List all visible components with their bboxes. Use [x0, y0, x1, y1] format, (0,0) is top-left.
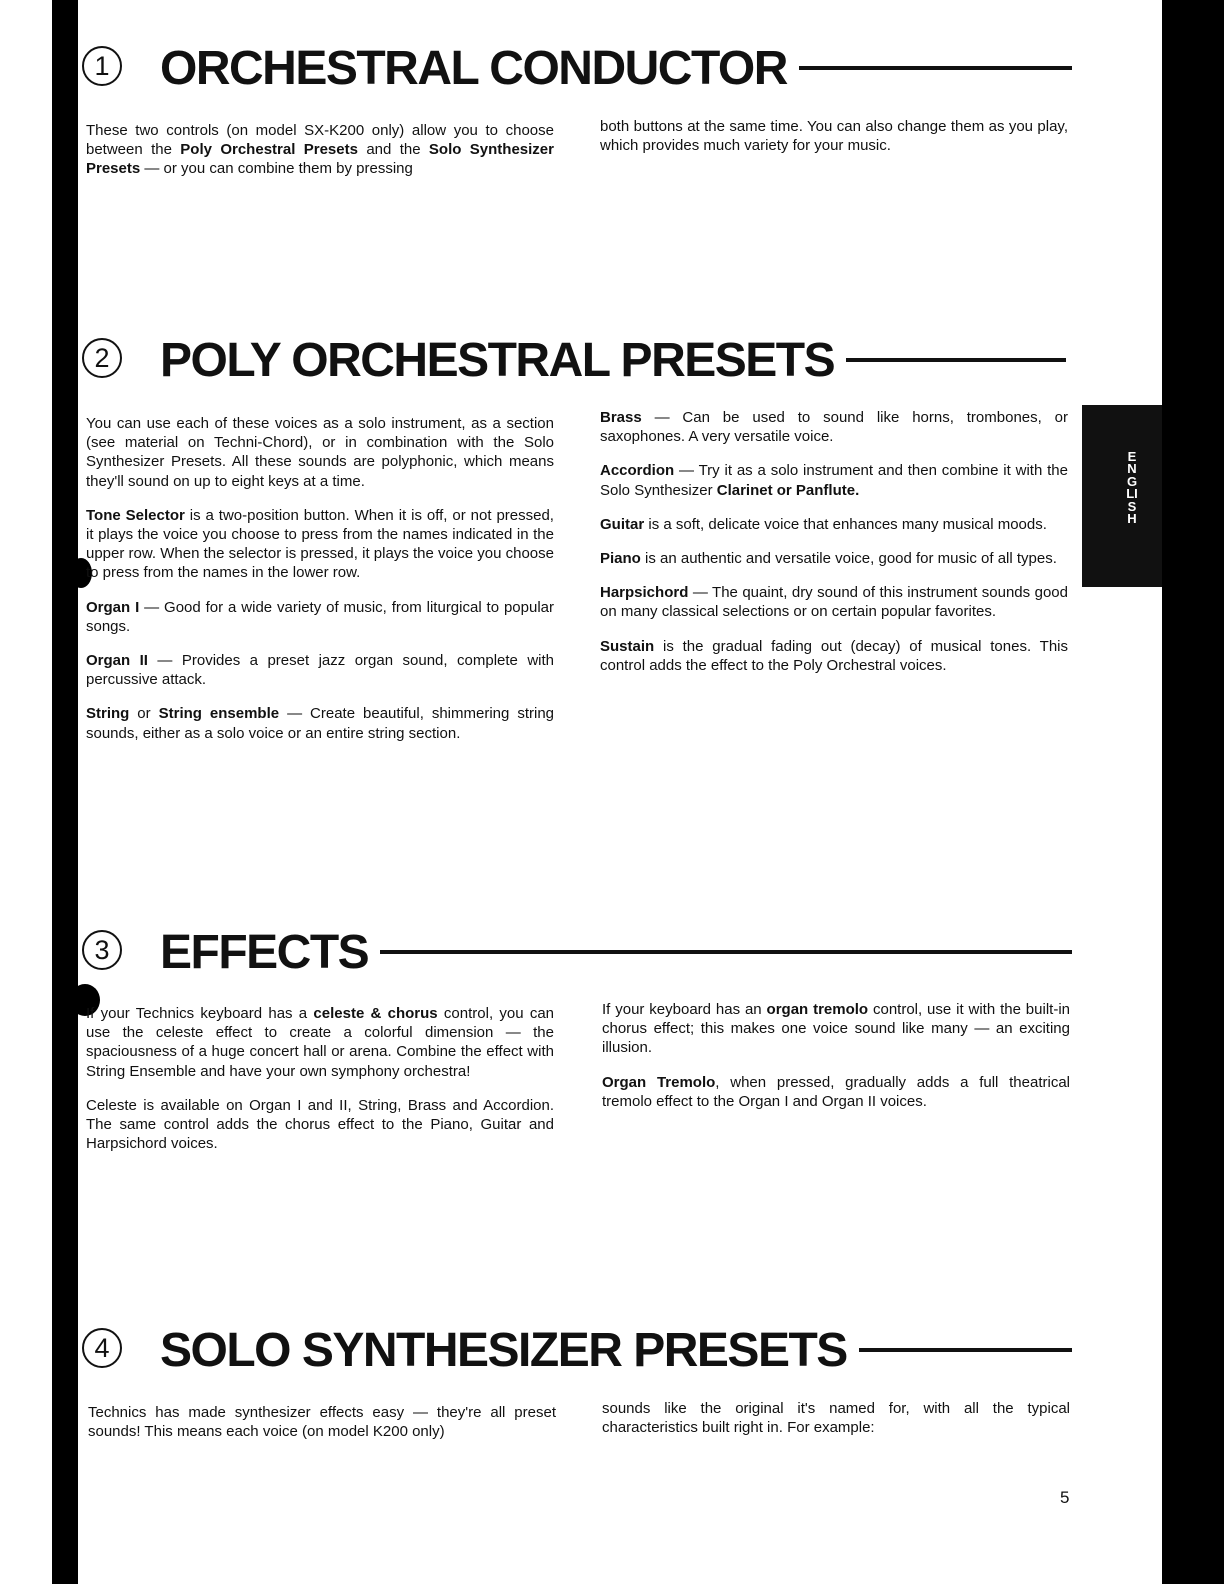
- paragraph: [600, 117, 1068, 155]
- paragraph: [86, 704, 554, 742]
- text-run: Technics has made synthesizer effects easy — they're all preset sounds! This means each voice (on model K200 only): [88, 1404, 556, 1441]
- section-heading-3: [82, 924, 1082, 986]
- bold-term: Accordion: [600, 462, 675, 480]
- section-4-right-column: [602, 1399, 1070, 1452]
- paragraph: [86, 651, 554, 689]
- section-3-right-column: [602, 1000, 1070, 1126]
- text-run: is a soft, delicate voice that enhances many musical moods.: [644, 515, 1047, 533]
- bold-term: Organ II: [86, 652, 148, 670]
- section-number-4: 4: [82, 1328, 122, 1368]
- text-run: These two controls (on model SX-K200 only) allow you to choose between the: [86, 122, 554, 159]
- bold-term: String: [86, 705, 130, 723]
- text-run: — or you can combine them by pressing: [140, 160, 413, 178]
- heading-rule: [799, 66, 1072, 70]
- section-2-left-column: [86, 414, 554, 758]
- scan-border-right: [1162, 0, 1224, 1584]
- section-title-1: ORCHESTRAL CONDUCTOR: [160, 41, 787, 95]
- section-heading-4: [82, 1322, 1082, 1384]
- text-run: — Good for a wide variety of music, from liturgical to popular songs.: [86, 598, 555, 635]
- text-run: control, you can use the celeste effect to create a colorful dimension — the spaciousness of a huge concert hall or arena. Combine the effect with String Ensemble and have your own symphony orchestra!: [86, 1005, 554, 1080]
- text-run: If your keyboard has an: [602, 1001, 767, 1018]
- bold-term: Guitar: [600, 515, 645, 533]
- bold-term: Brass: [600, 409, 642, 426]
- text-run: — Can be used to sound like horns, trombones, or saxophones. A very versatile voice.: [600, 409, 1068, 446]
- section-heading-1: [82, 40, 1082, 102]
- text-run: and the: [357, 141, 429, 159]
- bold-term: Tone Selector: [86, 506, 185, 524]
- paragraph: [86, 414, 554, 491]
- paragraph: [600, 461, 1068, 499]
- language-tab: [1082, 405, 1162, 587]
- heading-rule: [859, 1348, 1072, 1352]
- section-4-left-column: [88, 1403, 556, 1456]
- paragraph: [600, 637, 1068, 675]
- bold-term: String ensemble: [158, 705, 280, 723]
- page-margin-left: [0, 0, 48, 1584]
- paragraph: [602, 1073, 1070, 1111]
- section-3-left-column: [86, 1004, 554, 1168]
- section-number-1: 1: [82, 46, 122, 86]
- section-2-right-column: [600, 408, 1068, 690]
- paragraph: [600, 549, 1068, 568]
- section-number-2: 2: [82, 338, 122, 378]
- section-title-3: EFFECTS: [160, 925, 369, 979]
- text-run: If your Technics keyboard has a: [86, 1005, 314, 1022]
- bold-term: Organ Tremolo: [602, 1073, 716, 1091]
- bold-term: Clarinet or Panflute.: [716, 481, 860, 499]
- bold-term: Piano: [600, 550, 641, 568]
- paragraph: [600, 515, 1068, 534]
- paragraph: [86, 598, 554, 636]
- paragraph: [602, 1000, 1070, 1058]
- paragraph: [600, 583, 1068, 621]
- section-title-2: POLY ORCHESTRAL PRESETS: [160, 333, 835, 387]
- section-1-left-column: [86, 121, 554, 194]
- section-1-right-column: [600, 117, 1068, 170]
- paragraph: [86, 506, 554, 583]
- bold-term: Poly Orchestral Presets: [180, 141, 358, 159]
- text-run: — Try it as a solo instrument and then combine it with the Solo Synthesizer: [600, 462, 1068, 499]
- heading-rule: [380, 950, 1072, 954]
- paragraph: [600, 408, 1068, 446]
- page-number: 5: [1060, 1488, 1070, 1507]
- paragraph: [86, 121, 554, 179]
- text-run: — Provides a preset jazz organ sound, complete with percussive attack.: [86, 652, 554, 689]
- text-run: both buttons at the same time. You can also change them as you play, which provides much variety for your music.: [600, 118, 1068, 155]
- text-run: , when pressed, gradually adds a full theatrical tremolo effect to the Organ I and Organ II voices.: [602, 1073, 1071, 1110]
- bold-term: celeste & chorus: [313, 1005, 438, 1022]
- bold-term: Sustain: [600, 637, 655, 655]
- text-run: sounds like the original it's named for, with all the typical characteristics built right in. For example:: [602, 1400, 1070, 1437]
- text-run: or: [129, 705, 159, 723]
- section-number-3: 3: [82, 930, 122, 970]
- text-run: control, use it with the built-in chorus effect; this makes one voice sound like many — an exciting illusion.: [602, 1001, 1070, 1057]
- text-run: You can use each of these voices as a solo instrument, as a section (see material on Techni-Chord), or in combination with the Solo Synthesizer Presets. All these sounds are polyphonic, which means they'll sound on up to eight keys at a time.: [86, 415, 554, 490]
- text-run: is an authentic and versatile voice, good for music of all types.: [640, 550, 1057, 568]
- section-heading-2: [82, 332, 1082, 394]
- scan-border-left: [52, 0, 78, 1584]
- language-tab-label: ENGLISH: [1126, 449, 1138, 527]
- paragraph: [86, 1004, 554, 1081]
- section-title-4: SOLO SYNTHESIZER PRESETS: [160, 1323, 847, 1377]
- paragraph: [88, 1403, 556, 1441]
- bold-term: Solo Synthesizer Presets: [86, 141, 554, 178]
- text-run: — The quaint, dry sound of this instrument sounds good on many classical selections or on certain popular favorites.: [600, 584, 1068, 621]
- heading-rule: [846, 358, 1066, 362]
- bold-term: Organ I: [86, 598, 140, 616]
- text-run: is a two-position button. When it is off, or not pressed, it plays the voice you choose to press from the names indicated in the upper row. When the selector is pressed, it plays the voice you choose to press from the names in the lower row.: [86, 506, 554, 582]
- text-run: Celeste is available on Organ I and II, String, Brass and Accordion. The same control adds the chorus effect to the Piano, Guitar and Harpsichord voices.: [86, 1096, 554, 1153]
- bold-term: organ tremolo: [766, 1001, 869, 1018]
- paragraph: [602, 1399, 1070, 1437]
- text-run: is the gradual fading out (decay) of musical tones. This control adds the effect to the Poly Orchestral voices.: [600, 637, 1068, 674]
- bold-term: Harpsichord: [600, 584, 689, 602]
- paragraph: [86, 1096, 554, 1154]
- text-run: — Create beautiful, shimmering string sounds, either as a solo voice or an entire string section.: [86, 705, 555, 742]
